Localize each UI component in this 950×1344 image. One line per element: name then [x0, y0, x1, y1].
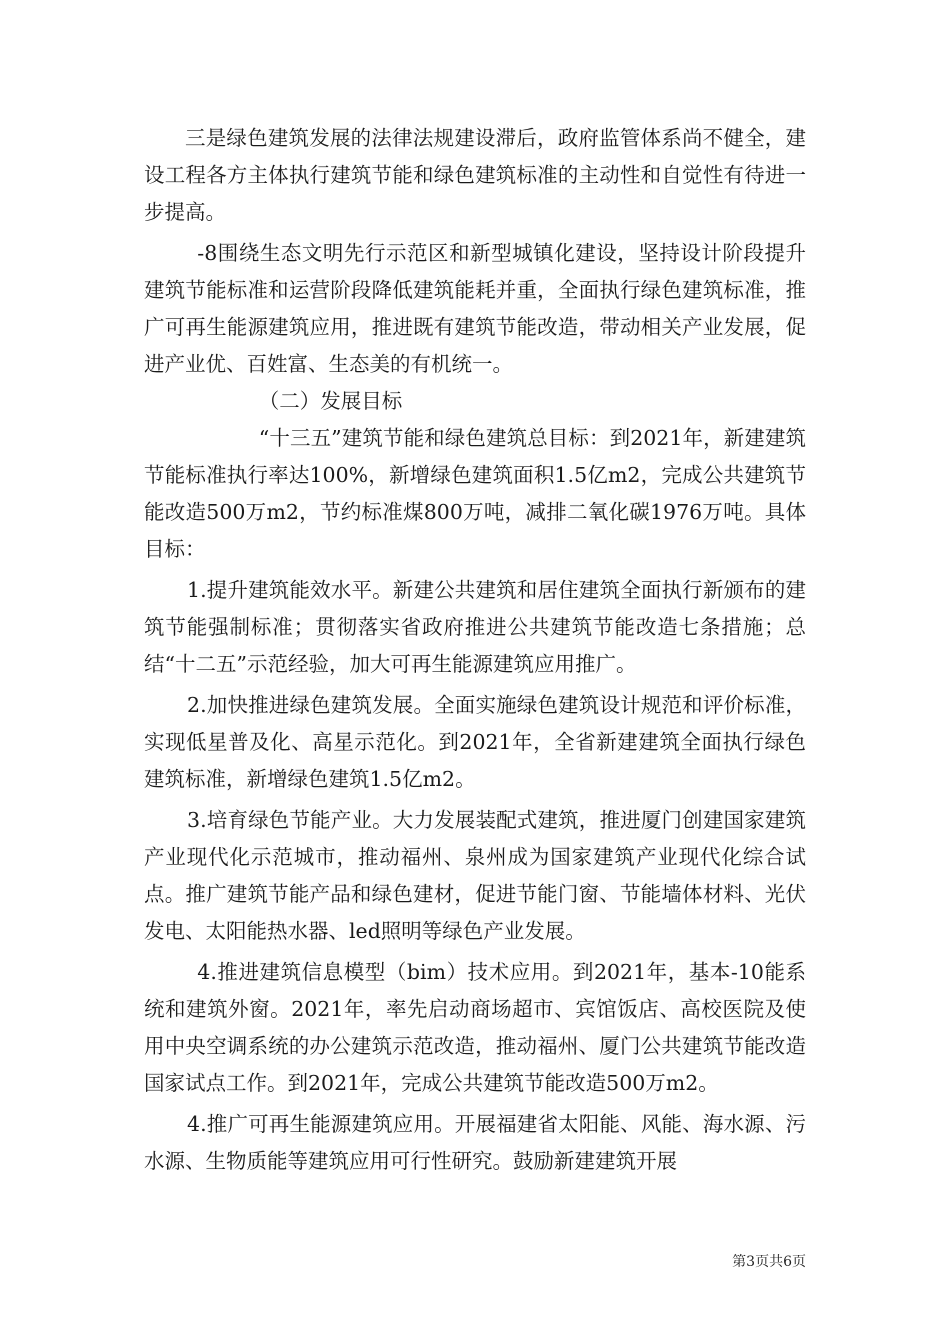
page-number-footer: 第3页共6页 — [732, 1254, 806, 1270]
paragraph-guiding-idea: -8围绕生态文明先行示范区和新型城镇化建设，坚持设计阶段提升建筑节能标准和运营阶段降低建筑能耗并重，全面执行绿色建筑标准，推广可再生能源建筑应用，推进既有建筑节能改造，带动相关产业发展，促进产业优、百姓富、生态美的有机统一。 — [144, 241, 806, 376]
paragraph-goal-4-renewable: 4.推广可再生能源建筑应用。开展福建省太阳能、风能、海水源、污水源、生物质能等建筑应用可行性研究。鼓励新建建筑开展 — [144, 1112, 806, 1173]
paragraph-overall-goal: “十三五”建筑节能和绿色建筑总目标：到2021年，新建建筑节能标准执行率达100%，新增绿色建筑面积1.5亿m2，完成公共建筑节能改造500万m2，节约标准煤800万吨，减排二氧化碳1976万吨。具体目标： — [144, 426, 806, 561]
paragraph-goal-3: 3.培育绿色节能产业。大力发展装配式建筑，推进厦门创建国家建筑产业现代化示范城市，推动福州、泉州成为国家建筑产业现代化综合试点。推广建筑节能产品和绿色建材，促进节能门窗、节能墙体材料、光伏发电、太阳能热水器、led照明等绿色产业发展。 — [144, 808, 806, 943]
paragraph-legal-lag: 三是绿色建筑发展的法律法规建设滞后，政府监管体系尚不健全，建设工程各方主体执行建筑节能和绿色建筑标准的主动性和自觉性有待进一步提高。 — [144, 126, 806, 224]
paragraph-goal-2: 2.加快推进绿色建筑发展。全面实施绿色建筑设计规范和评价标准，实现低星普及化、高星示范化。到2021年，全省新建建筑全面执行绿色建筑标准，新增绿色建筑1.5亿m2。 — [144, 693, 806, 791]
section-heading-goals: （二）发展目标 — [258, 389, 403, 413]
document-body — [144, 120, 806, 1180]
paragraph-goal-1: 1.提升建筑能效水平。新建公共建筑和居住建筑全面执行新颁布的建筑节能强制标准；贯彻落实省政府推进公共建筑节能改造七条措施；总结“十二五”示范经验，加大可再生能源建筑应用推广。 — [144, 578, 806, 676]
paragraph-goal-4-bim: 4.推进建筑信息模型（bim）技术应用。到2021年，基本-10能系统和建筑外窗。2021年，率先启动商场超市、宾馆饭店、高校医院及使用中央空调系统的办公建筑示范改造，推动福州、厦门公共建筑节能改造国家试点工作。到2021年，完成公共建筑节能改造500万m2。 — [144, 960, 806, 1095]
